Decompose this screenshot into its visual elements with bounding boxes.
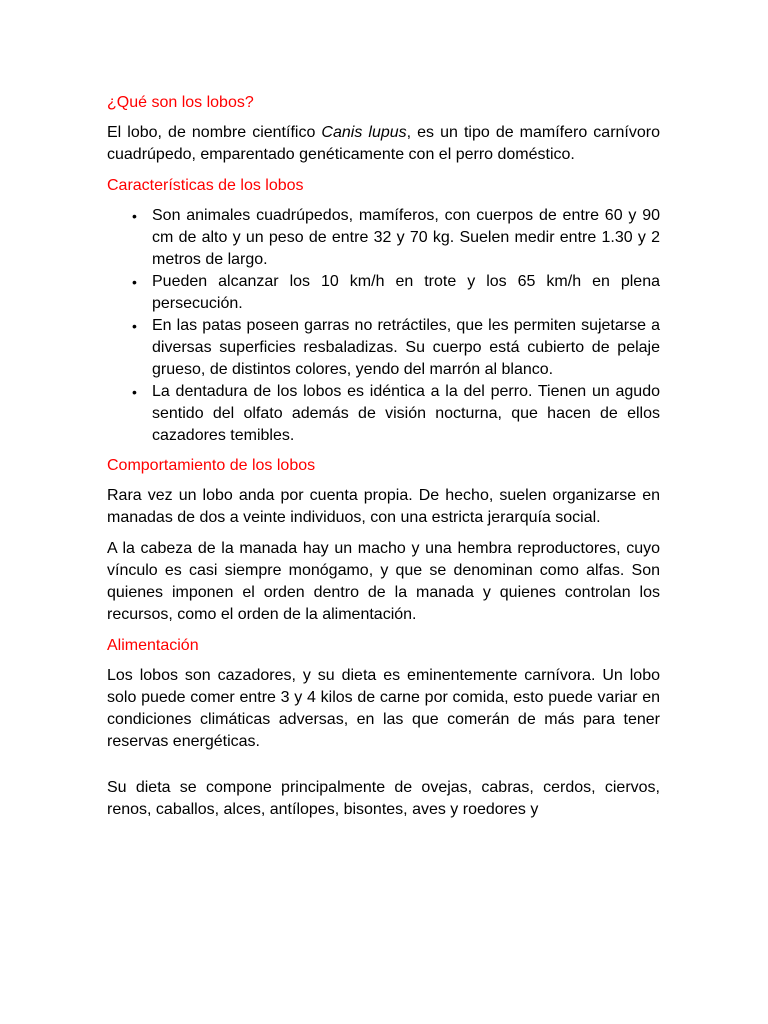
bullet-icon: • [132, 208, 137, 224]
heading-caracteristicas: Características de los lobos [107, 177, 304, 194]
list-item [132, 271, 660, 315]
paragraph-behavior-2: A la cabeza de la manada hay un macho y una hembra reproductores, cuyo vínculo es casi siempre monógamo, y que se denominan como alfas. Son quienes imponen el orden dentro de la manada y quienes controlan los recursos, como el orden de la alimentación. [107, 540, 660, 623]
list-item [132, 205, 660, 271]
paragraph-intro [107, 122, 660, 166]
intro-text-a: El lobo, de nombre científico [107, 124, 322, 141]
list-item-text: En las patas poseen garras no retráctiles, que les permiten sujetarse a diversas superficies resbaladizas. Su cuerpo está cubierto de pelaje grueso, de distintos colores, yendo del marrón al blanco. [152, 317, 660, 378]
heading-alimentacion: Alimentación [107, 637, 199, 654]
intro-text-c: , es un tipo de mamífero carnívoro cuadrúpedo, emparentado genéticamente con el perro doméstico. [107, 124, 661, 163]
bullet-icon: • [132, 318, 137, 334]
heading-comportamiento: Comportamiento de los lobos [107, 457, 316, 474]
scientific-name: Canis lupus [321, 124, 407, 141]
paragraph-behavior-1: Rara vez un lobo anda por cuenta propia. De hecho, suelen organizarse en manadas de dos a veinte individuos, con una estricta jerarquía social. [107, 487, 660, 526]
heading-que-son: ¿Qué son los lobos? [107, 94, 254, 111]
list-item-text: La dentadura de los lobos es idéntica a la del perro. Tienen un agudo sentido del olfato además de visión nocturna, que hacen de ellos cazadores temibles. [152, 383, 660, 444]
paragraph-diet-1: Los lobos son cazadores, y su dieta es eminentemente carnívora. Un lobo solo puede comer entre 3 y 4 kilos de carne por comida, esto puede variar en condiciones climáticas adversas, en las que comerán de más para tener reservas energéticas. [107, 667, 660, 750]
bullet-icon: • [132, 384, 137, 400]
characteristics-list [107, 205, 660, 447]
paragraph-diet-2: Su dieta se compone principalmente de ovejas, cabras, cerdos, ciervos, renos, caballos, alces, antílopes, bisontes, aves y roedores y [107, 779, 660, 818]
list-item [132, 381, 660, 447]
list-item [132, 315, 660, 381]
bullet-icon: • [132, 274, 137, 290]
list-item-text: Son animales cuadrúpedos, mamíferos, con cuerpos de entre 60 y 90 cm de alto y un peso de entre 32 y 70 kg. Suelen medir entre 1.30 y 2 metros de largo. [152, 207, 660, 268]
list-item-text: Pueden alcanzar los 10 km/h en trote y los 65 km/h en plena persecución. [152, 273, 660, 312]
